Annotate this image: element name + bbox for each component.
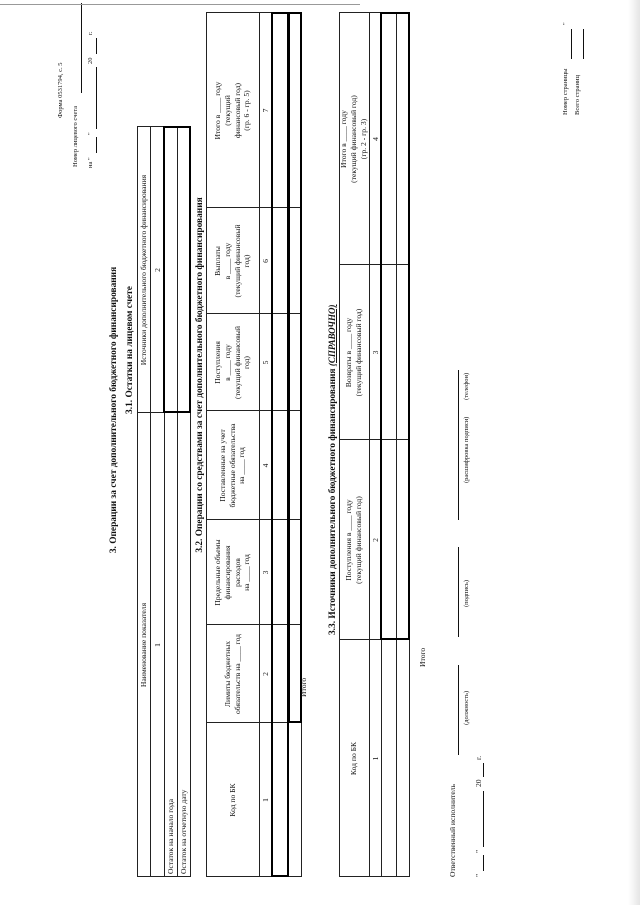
table-3-2-total-box <box>288 12 302 723</box>
col-returns: Возвраты в ____ году (текущий финансовый год) <box>344 308 363 397</box>
date-year: 20 <box>87 57 94 64</box>
col-number-1: 1 <box>152 643 162 647</box>
account-number-line <box>81 3 82 93</box>
date-month-line <box>96 67 97 129</box>
signature-date-quote-open: " <box>474 873 483 877</box>
col-total-year: Итого в ____ году (текущий финансовый год) (гр. 2 - гр. 3) <box>339 95 368 183</box>
decode-caption: (расшифровка подписи) <box>463 416 470 483</box>
col-number-4: 4 <box>370 137 380 141</box>
col-payments: Выплаты в ____ году (текущий финансовый год) <box>212 224 252 298</box>
page-title: 3. Операции за счет дополнительного бюджетного финансирования <box>109 266 119 554</box>
page-number-label: Номер страницы <box>562 68 569 115</box>
col-number-6: 6 <box>261 259 270 263</box>
account-label: Номер лицевого счета <box>72 105 79 167</box>
table-3-2-data-box <box>271 12 289 877</box>
col-number-1: 1 <box>261 798 270 802</box>
signature-month-line <box>483 791 484 847</box>
row-start-balance: Остаток на начало года <box>166 799 175 874</box>
position-caption: (должность) <box>463 690 470 725</box>
signature-date-year: 20 <box>474 779 483 787</box>
col-indicator-name: Наименование показателя <box>138 602 148 688</box>
reference-note: (СПРАВОЧНО) <box>327 304 337 367</box>
signature-year-line <box>483 763 484 777</box>
col-number-4: 4 <box>261 463 270 468</box>
col-number-2: 2 <box>152 268 162 272</box>
scan-top-border <box>0 4 360 5</box>
section-3-1-title: 3.1. Остатки на лицевом счете <box>125 286 135 414</box>
col-bk-code: Код по БК <box>227 783 237 817</box>
col-number-5: 5 <box>261 360 270 365</box>
section-3-3-title: 3.3. Источники дополнительного бюджетного финансирования (СПРАВОЧНО) <box>327 304 338 635</box>
col-number-3: 3 <box>370 350 380 355</box>
scan-edge-shadow <box>628 0 640 905</box>
col-additional-sources: Источники дополнительного бюджетного финансирования <box>138 174 148 366</box>
balance-values-box <box>163 126 191 413</box>
phone-caption: (телефон) <box>463 372 470 400</box>
table-3-3-data-box <box>380 12 410 640</box>
total-label: Итого <box>418 647 427 667</box>
form-number: Форма 0531794, с. 5 <box>57 62 64 118</box>
date-year-line <box>96 38 97 54</box>
date-day-line <box>96 137 97 153</box>
phone-line <box>458 375 459 455</box>
col-number-1: 1 <box>370 756 380 761</box>
col-funding-limits: Предельные объемы финансирования расходов на ____ год <box>212 539 252 606</box>
signature-line <box>458 547 459 637</box>
signature-date-quote-close: " <box>474 849 483 853</box>
col-number-2: 2 <box>261 672 270 676</box>
total-pages-label: Всего страниц <box>574 75 581 115</box>
col-registered-obligations: Поставленные на учет бюджетные обязательства на ____ год <box>217 423 247 508</box>
signature-day-line <box>483 855 484 871</box>
date-quote: " <box>87 132 94 135</box>
col-receipts: Поступления в ____ году (текущий финансовый год) <box>344 496 363 584</box>
col-total-year: Итого в ____ году (текущий финансовый год) (гр. 6 - гр. 5) <box>212 81 252 140</box>
total-label: Итого <box>299 677 308 697</box>
signature-date-suffix: г. <box>474 755 483 760</box>
executor-label: Ответственный исполнитель <box>448 784 457 877</box>
signature-caption: (подпись) <box>463 580 470 607</box>
page-number-quote: " <box>562 22 569 25</box>
col-budget-limits: Лимиты бюджетных обязательств на ____ год <box>222 633 242 715</box>
col-bk-code: Код по БК <box>349 741 359 776</box>
col-number-3: 3 <box>261 570 270 575</box>
col-number-2: 2 <box>370 538 380 542</box>
col-number-7: 7 <box>261 108 270 113</box>
col-receipts: Поступления в ____ году (текущий финансовый год) <box>212 326 252 399</box>
date-prefix: на " <box>87 157 94 168</box>
date-suffix: г. <box>87 31 94 35</box>
total-pages-line <box>583 29 584 59</box>
row-report-date-balance: Остаток на отчетную дату <box>179 789 188 874</box>
page-number-line <box>571 29 572 59</box>
section-3-2-title: 3.2. Операции со средствами за счет дополнительного бюджетного финансирования <box>195 197 205 553</box>
position-line <box>458 665 459 755</box>
